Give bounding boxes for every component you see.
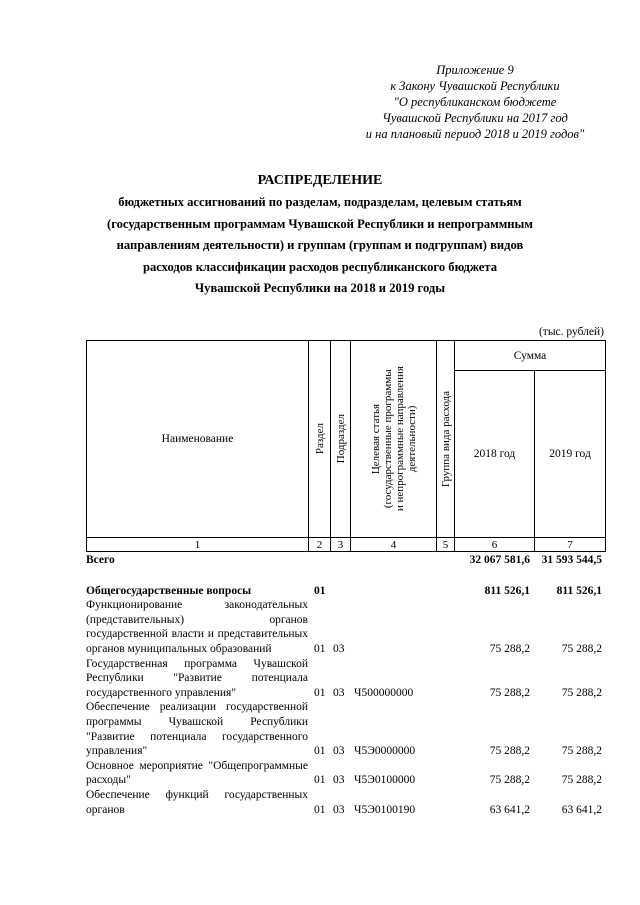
subtitle-line: (государственным программам Чувашской Республики и непрограммным xyxy=(107,216,533,231)
col-num: 6 xyxy=(455,538,535,552)
row-podrazdel: 03 xyxy=(333,803,345,816)
header-celevaya-line: и непрограммные направления xyxy=(393,366,406,512)
row-sum-2018: 75 288,2 xyxy=(489,774,530,787)
header-gruppa xyxy=(437,341,455,538)
header-celevaya-line: (государственные программы xyxy=(381,369,394,509)
subtitle-line: направлениям деятельности) и группам (группам и подгруппам) видов xyxy=(116,238,524,252)
row-razdel: 01 xyxy=(314,686,326,699)
row-razdel: 01 xyxy=(314,803,326,816)
col-num: 3 xyxy=(331,538,351,552)
subtitle-line: Чувашской Республики на 2018 и 2019 годы xyxy=(194,281,446,295)
row-podrazdel: 03 xyxy=(333,642,345,655)
table-row xyxy=(86,553,605,568)
row-name: Государственная программа Чувашской Республики "Развитие потенциала государственного управления" xyxy=(86,657,308,699)
row-podrazdel: 03 xyxy=(333,774,345,787)
header-razdel xyxy=(309,341,331,538)
header-celevaya-label xyxy=(370,366,418,511)
header-name: Наименование xyxy=(87,341,309,538)
row-sum-2019: 811 526,1 xyxy=(556,584,602,597)
row-podrazdel: 03 xyxy=(333,686,345,699)
header-gruppa-label: Группа вида расхода xyxy=(439,390,452,488)
appendix-line: Приложение 9 xyxy=(436,63,514,77)
row-celevaya: Ч5Э0000000 xyxy=(354,745,416,758)
row-name: Общегосударственные вопросы xyxy=(86,584,252,597)
document-subtitle xyxy=(60,192,580,300)
row-sum-2018: 75 288,2 xyxy=(489,642,530,655)
table-row xyxy=(86,759,605,788)
table-row xyxy=(86,598,605,656)
header-podrazdel xyxy=(331,341,351,538)
row-sum-2019: 75 288,2 xyxy=(561,642,602,655)
table-row xyxy=(86,788,605,817)
row-name: Всего xyxy=(86,554,115,566)
header-razdel-label: Раздел xyxy=(313,423,326,455)
header-celevaya-line: Целевая статья xyxy=(369,403,382,475)
header-podrazdel-label: Подраздел xyxy=(334,414,347,464)
header-celevaya xyxy=(351,341,437,538)
row-celevaya: Ч5Э0100190 xyxy=(354,803,416,816)
row-name: Обеспечение реализации государственной программы Чувашской Республики "Развитие потенциала государственного управления" xyxy=(86,701,308,758)
units-label: (тыс. рублей) xyxy=(538,326,604,338)
table-body xyxy=(86,553,605,817)
row-sum-2018: 75 288,2 xyxy=(489,745,530,758)
row-sum-2019: 31 593 544,5 xyxy=(541,554,602,566)
table-row xyxy=(86,700,605,758)
row-razdel: 01 xyxy=(314,774,326,787)
appendix-line: к Закону Чувашской Республики xyxy=(390,79,560,93)
table-header xyxy=(86,340,606,552)
row-razdel: 01 xyxy=(314,745,326,758)
row-sum-2019: 75 288,2 xyxy=(561,686,602,699)
row-name: Обеспечение функций государственных органов xyxy=(86,788,308,816)
header-year-2019: 2019 год xyxy=(535,371,606,538)
row-sum-2018: 32 067 581,6 xyxy=(469,554,530,566)
appendix-line: и на плановый период 2018 и 2019 годов" xyxy=(365,127,585,141)
row-podrazdel: 03 xyxy=(333,745,345,758)
document-title: РАСПРЕДЕЛЕНИЕ xyxy=(257,173,383,188)
col-num: 2 xyxy=(309,538,331,552)
row-name: Основное мероприятие "Общепрограммные расходы" xyxy=(86,759,308,787)
row-sum-2019: 75 288,2 xyxy=(561,774,602,787)
appendix-note xyxy=(330,62,620,142)
row-sum-2019: 75 288,2 xyxy=(561,745,602,758)
row-sum-2019: 63 641,2 xyxy=(561,803,602,816)
col-num: 4 xyxy=(351,538,437,552)
table-row xyxy=(86,584,605,599)
subtitle-line: бюджетных ассигнований по разделам, подразделам, целевым статьям xyxy=(118,195,522,209)
col-num: 7 xyxy=(535,538,606,552)
row-sum-2018: 811 526,1 xyxy=(484,584,530,597)
header-summa: Сумма xyxy=(455,341,606,371)
header-celevaya-line: деятельности) xyxy=(405,405,418,473)
appendix-line: "О республиканском бюджете xyxy=(393,95,557,109)
col-num: 1 xyxy=(87,538,309,552)
row-sum-2018: 75 288,2 xyxy=(489,686,530,699)
row-sum-2018: 63 641,2 xyxy=(489,803,530,816)
row-celevaya: Ч5Э0100000 xyxy=(354,774,416,787)
appendix-line: Чувашской Республики на 2017 год xyxy=(382,111,568,125)
row-name: Функционирование законодательных (представительных) органов государственной власти и представительных органов муниципальных образований xyxy=(86,599,308,655)
table-row xyxy=(86,657,605,701)
header-year-2018: 2018 год xyxy=(455,371,535,538)
col-num: 5 xyxy=(437,538,455,552)
row-celevaya: Ч500000000 xyxy=(354,686,414,699)
row-razdel: 01 xyxy=(314,584,326,597)
subtitle-line: расходов классификации расходов республиканского бюджета xyxy=(142,259,498,274)
row-razdel: 01 xyxy=(314,642,326,655)
